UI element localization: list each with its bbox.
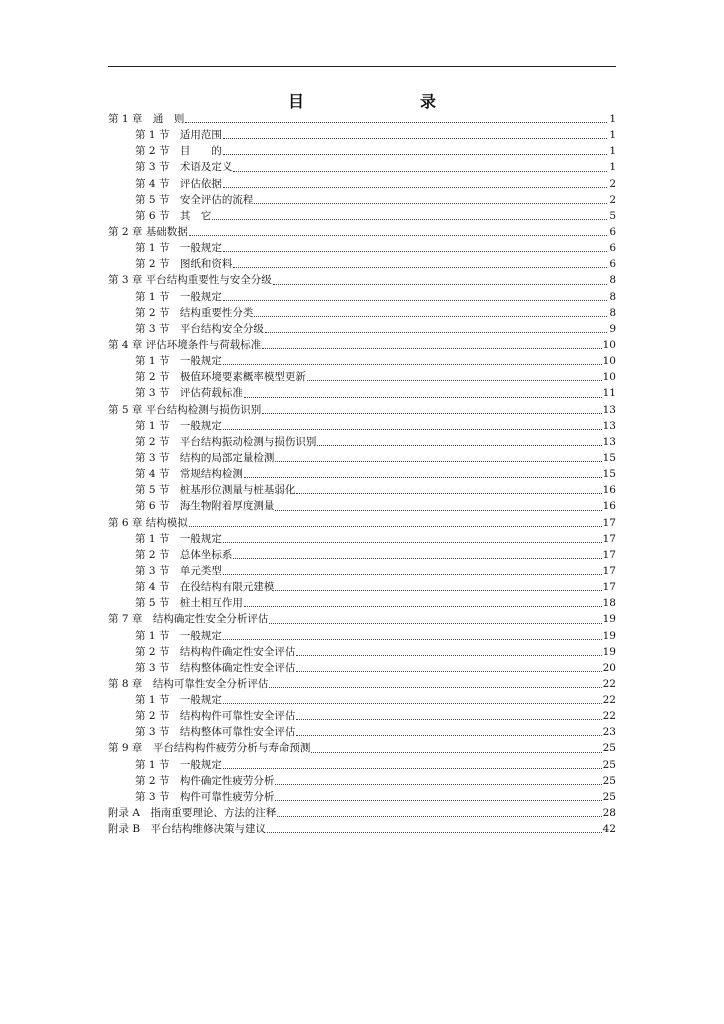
toc-page-number: 8 <box>609 274 616 287</box>
toc-entry-label: 第 1 节 适用范围 <box>135 129 222 142</box>
toc-entry-label: 第 4 节 评估依据 <box>135 177 222 190</box>
toc-entry-label: 第 3 节 术语及定义 <box>135 161 233 174</box>
toc-dot-leader <box>189 526 602 527</box>
toc-page-number: 8 <box>609 290 616 303</box>
toc-entry-label: 第 9 章 平台结构构件疲劳分析与寿命预测 <box>108 742 311 755</box>
toc-dot-leader <box>223 187 607 188</box>
toc-page-number: 15 <box>602 451 616 464</box>
toc-page-number: 19 <box>602 629 616 642</box>
toc-entry-label: 第 1 节 一般规定 <box>135 629 222 642</box>
toc-section-entry[interactable] <box>108 644 616 660</box>
toc-chapter-entry[interactable] <box>108 402 616 418</box>
toc-dot-leader <box>223 154 607 155</box>
toc-dot-leader <box>223 251 607 252</box>
toc-page-number: 22 <box>602 677 616 690</box>
toc-entry-label: 第 3 节 结构整体确定性安全评估 <box>135 661 296 674</box>
toc-entry-label: 第 3 节 单元类型 <box>135 564 222 577</box>
toc-dot-leader <box>296 655 601 656</box>
toc-entry-label: 第 3 章 平台结构重要性与安全分级 <box>108 274 272 287</box>
toc-entry-label: 第 2 节 图纸和资料 <box>135 258 233 271</box>
toc-page-number: 10 <box>602 355 616 368</box>
toc-page-number: 17 <box>602 581 616 594</box>
toc-dot-leader <box>185 122 607 123</box>
toc-entry-label: 第 1 节 一般规定 <box>135 242 222 255</box>
toc-chapter-entry[interactable] <box>108 676 616 692</box>
toc-page-number: 28 <box>602 807 616 820</box>
toc-dot-leader <box>233 171 607 172</box>
toc-dot-leader <box>254 316 607 317</box>
toc-dot-leader <box>189 235 607 236</box>
toc-page-number: 42 <box>602 823 616 836</box>
toc-dot-leader <box>223 138 607 139</box>
toc-dot-leader <box>277 816 601 817</box>
toc-section-entry[interactable] <box>108 256 616 272</box>
toc-entry-label: 第 2 节 结构构件可靠性安全评估 <box>135 710 296 723</box>
toc-section-entry[interactable] <box>108 773 616 789</box>
toc-page-number: 16 <box>602 484 616 497</box>
toc-section-entry[interactable] <box>108 385 616 401</box>
toc-section-entry[interactable] <box>108 159 616 175</box>
toc-chapter-entry[interactable] <box>108 740 616 756</box>
toc-dot-leader <box>212 219 607 220</box>
toc-dot-leader <box>223 542 602 543</box>
toc-page-number: 11 <box>602 387 616 400</box>
toc-page-number: 5 <box>609 209 616 222</box>
toc-page-number: 1 <box>609 145 616 158</box>
toc-entry-label: 第 3 节 评估荷载标准 <box>135 387 243 400</box>
top-rule <box>108 66 616 67</box>
toc-page-number: 17 <box>602 532 616 545</box>
toc-page-number: 15 <box>602 468 616 481</box>
toc-page-number: 25 <box>602 758 616 771</box>
toc-section-entry[interactable] <box>108 628 616 644</box>
toc-dot-leader <box>307 380 602 381</box>
toc-section-entry[interactable] <box>108 482 616 498</box>
toc-dot-leader <box>233 267 607 268</box>
toc-section-entry[interactable] <box>108 547 616 563</box>
toc-entry-label: 第 4 节 在役结构有限元建模 <box>135 581 275 594</box>
toc-dot-leader <box>254 203 607 204</box>
toc-entry-label: 第 1 节 一般规定 <box>135 758 222 771</box>
toc-chapter-entry[interactable] <box>108 515 616 531</box>
toc-section-entry[interactable] <box>108 563 616 579</box>
toc-page-number: 2 <box>609 177 616 190</box>
toc-chapter-entry[interactable] <box>108 805 616 821</box>
toc-page-number: 17 <box>602 548 616 561</box>
toc-section-entry[interactable] <box>108 450 616 466</box>
toc-page-number: 1 <box>609 113 616 125</box>
toc-section-entry[interactable] <box>108 466 616 482</box>
toc-dot-leader <box>223 574 602 575</box>
toc-page-number: 9 <box>609 322 616 335</box>
toc-page-number: 17 <box>602 564 616 577</box>
toc-dot-leader <box>317 445 601 446</box>
toc-dot-leader <box>275 800 601 801</box>
toc-entry-label: 第 8 章 结构可靠性安全分析评估 <box>108 677 269 690</box>
table-of-contents <box>108 111 616 837</box>
toc-dot-leader <box>244 397 602 398</box>
toc-section-entry[interactable] <box>108 692 616 708</box>
toc-dot-leader <box>311 752 601 753</box>
toc-dot-leader <box>267 832 602 833</box>
toc-entry-label: 第 3 节 平台结构安全分级 <box>135 322 264 335</box>
toc-entry-label: 第 5 节 安全评估的流程 <box>135 193 254 206</box>
toc-dot-leader <box>273 284 607 285</box>
toc-entry-label: 第 6 章 结构模拟 <box>108 516 188 529</box>
toc-page-number: 2 <box>609 193 616 206</box>
toc-page-number: 22 <box>602 694 616 707</box>
toc-entry-label: 第 1 节 一般规定 <box>135 694 222 707</box>
toc-section-entry[interactable] <box>108 579 616 595</box>
toc-entry-label: 第 5 节 桩土相互作用 <box>135 597 243 610</box>
toc-entry-label: 附录 A 指南重要理论、方法的注释 <box>108 807 277 820</box>
toc-section-entry[interactable] <box>108 708 616 724</box>
toc-dot-leader <box>244 477 602 478</box>
toc-section-entry[interactable] <box>108 176 616 192</box>
toc-entry-label: 第 1 节 一般规定 <box>135 532 222 545</box>
toc-page-number: 10 <box>602 371 616 384</box>
toc-entry-label: 第 2 节 平台结构振动检测与损伤识别 <box>135 435 317 448</box>
toc-section-entry[interactable] <box>108 240 616 256</box>
toc-entry-label: 第 2 节 极值环境要素概率模型更新 <box>135 371 306 384</box>
toc-page-number: 6 <box>609 225 616 238</box>
toc-chapter-entry[interactable] <box>108 224 616 240</box>
toc-page-number: 23 <box>602 726 616 739</box>
toc-page-number: 6 <box>609 258 616 271</box>
toc-section-entry[interactable] <box>108 208 616 224</box>
toc-dot-leader <box>296 735 601 736</box>
toc-page-number: 10 <box>602 338 616 351</box>
toc-dot-leader <box>244 606 602 607</box>
toc-section-entry[interactable] <box>108 434 616 450</box>
toc-section-entry[interactable] <box>108 143 616 159</box>
toc-dot-leader <box>223 639 602 640</box>
toc-entry-label: 附录 B 平台结构维修决策与建议 <box>108 823 267 836</box>
toc-section-entry[interactable] <box>108 127 616 143</box>
toc-section-entry[interactable] <box>108 757 616 773</box>
toc-section-entry[interactable] <box>108 418 616 434</box>
toc-dot-leader <box>296 719 601 720</box>
toc-entry-label: 第 1 节 一般规定 <box>135 355 222 368</box>
toc-section-entry[interactable] <box>108 321 616 337</box>
toc-section-entry[interactable] <box>108 789 616 805</box>
toc-entry-label: 第 3 节 结构整体可靠性安全评估 <box>135 726 296 739</box>
toc-dot-leader <box>269 623 601 624</box>
toc-entry-label: 第 4 节 常规结构检测 <box>135 468 243 481</box>
toc-dot-leader <box>265 332 607 333</box>
toc-entry-label: 第 5 章 平台结构检测与损伤识别 <box>108 403 262 416</box>
toc-page-number: 19 <box>602 613 616 626</box>
toc-dot-leader <box>275 784 601 785</box>
toc-section-entry[interactable] <box>108 353 616 369</box>
toc-chapter-entry[interactable] <box>108 337 616 353</box>
toc-dot-leader <box>233 558 601 559</box>
toc-section-entry[interactable] <box>108 192 616 208</box>
toc-entry-label: 第 2 节 目 的 <box>135 145 222 158</box>
toc-entry-label: 第 3 节 结构的局部定量检测 <box>135 451 275 464</box>
toc-chapter-entry[interactable] <box>108 821 616 837</box>
page-title: 目 录 <box>287 92 464 111</box>
toc-page-number: 18 <box>602 597 616 610</box>
toc-section-entry[interactable] <box>108 498 616 514</box>
toc-entry-label: 第 2 章 基础数据 <box>108 225 188 238</box>
toc-page-number: 6 <box>609 242 616 255</box>
toc-section-entry[interactable] <box>108 305 616 321</box>
toc-page-number: 1 <box>609 161 616 174</box>
toc-page-number: 25 <box>602 790 616 803</box>
toc-entry-label: 第 2 节 构件确定性疲劳分析 <box>135 774 275 787</box>
toc-entry-label: 第 6 节 海生物附着厚度测量 <box>135 500 275 513</box>
toc-page-number: 13 <box>602 435 616 448</box>
toc-entry-label: 第 1 章 通 则 <box>108 113 185 125</box>
toc-entry-label: 第 3 节 构件可靠性疲劳分析 <box>135 790 275 803</box>
toc-page-number: 1 <box>609 129 616 142</box>
toc-page-number: 17 <box>602 516 616 529</box>
toc-dot-leader <box>223 429 602 430</box>
toc-page-number: 13 <box>602 403 616 416</box>
toc-dot-leader <box>296 671 601 672</box>
toc-page-number: 25 <box>602 774 616 787</box>
toc-entry-label: 第 2 节 结构构件确定性安全评估 <box>135 645 296 658</box>
toc-dot-leader <box>262 413 601 414</box>
toc-entry-label: 第 5 节 桩基形位测量与桩基弱化 <box>135 484 296 497</box>
toc-page-number: 19 <box>602 645 616 658</box>
toc-dot-leader <box>223 300 607 301</box>
toc-dot-leader <box>275 510 601 511</box>
toc-dot-leader <box>223 703 602 704</box>
toc-dot-leader <box>223 768 602 769</box>
toc-entry-label: 第 4 章 评估环境条件与荷载标准 <box>108 338 262 351</box>
toc-page-number: 22 <box>602 710 616 723</box>
toc-entry-label: 第 1 节 一般规定 <box>135 419 222 432</box>
toc-section-entry[interactable] <box>108 531 616 547</box>
toc-dot-leader <box>262 348 601 349</box>
toc-page-number: 8 <box>609 306 616 319</box>
toc-page-number: 20 <box>602 661 616 674</box>
toc-page-number: 25 <box>602 742 616 755</box>
toc-chapter-entry[interactable] <box>108 611 616 627</box>
toc-section-entry[interactable] <box>108 660 616 676</box>
toc-entry-label: 第 2 节 总体坐标系 <box>135 548 233 561</box>
toc-section-entry[interactable] <box>108 724 616 740</box>
toc-chapter-entry[interactable] <box>108 272 616 288</box>
toc-page-number: 16 <box>602 500 616 513</box>
toc-entry-label: 第 7 章 结构确定性安全分析评估 <box>108 613 269 626</box>
toc-page-number: 13 <box>602 419 616 432</box>
toc-section-entry[interactable] <box>108 289 616 305</box>
toc-section-entry[interactable] <box>108 369 616 385</box>
toc-dot-leader <box>223 364 602 365</box>
toc-entry-label: 第 1 节 一般规定 <box>135 290 222 303</box>
toc-entry-label: 第 6 节 其 它 <box>135 209 212 222</box>
toc-section-entry[interactable] <box>108 595 616 611</box>
toc-dot-leader <box>275 590 601 591</box>
toc-dot-leader <box>296 493 601 494</box>
toc-dot-leader <box>269 687 601 688</box>
toc-entry-label: 第 2 节 结构重要性分类 <box>135 306 254 319</box>
toc-chapter-entry[interactable] <box>108 111 616 127</box>
toc-dot-leader <box>275 461 601 462</box>
